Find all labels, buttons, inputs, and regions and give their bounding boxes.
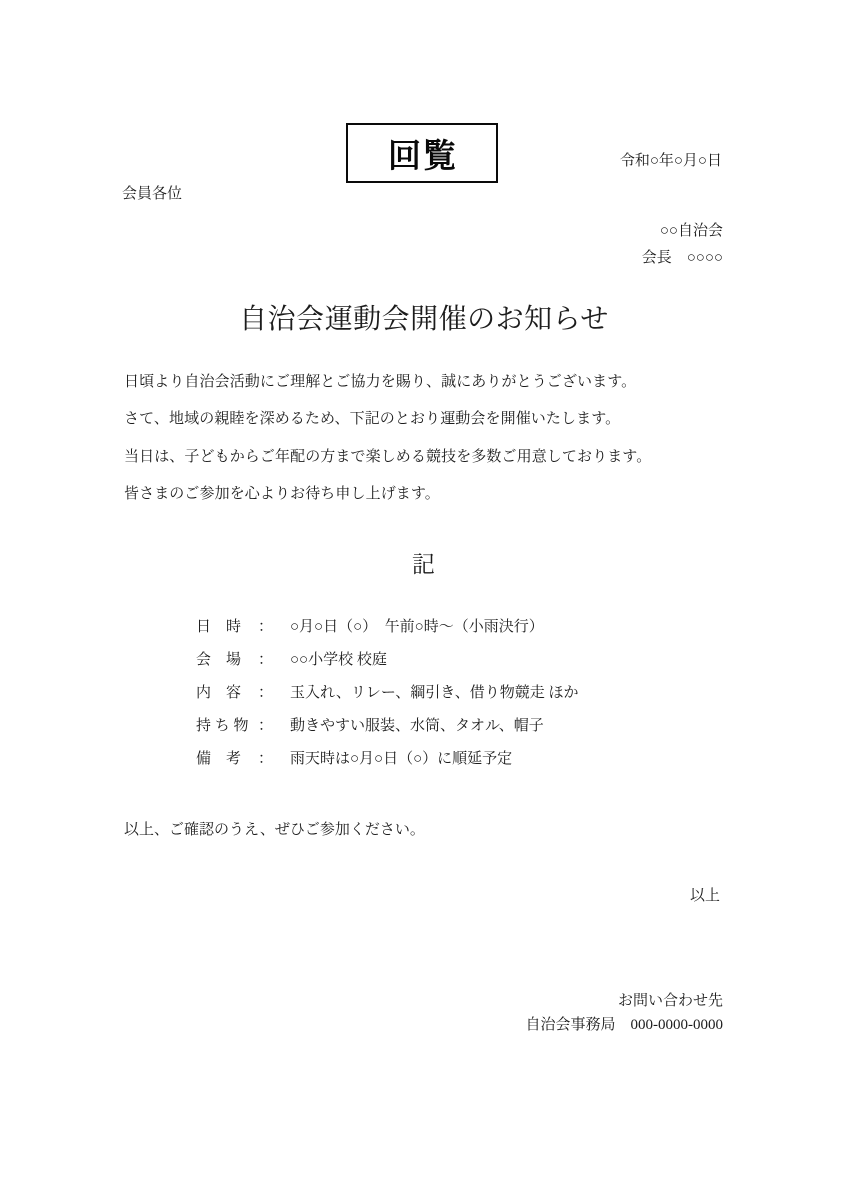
sender-block xyxy=(642,218,723,272)
detail-row-datetime xyxy=(196,611,724,644)
detail-label: 備 考 xyxy=(196,751,242,767)
detail-value: ○○小学校 校庭 xyxy=(290,652,387,668)
detail-colon: ： xyxy=(258,718,274,734)
sender-chief: 会長 ○○○○ xyxy=(641,250,723,266)
contact-block xyxy=(526,989,724,1037)
detail-label: 日 時 xyxy=(196,619,242,635)
detail-row-contents xyxy=(196,677,724,710)
issue-date: 令和○年○月○日 xyxy=(619,153,722,169)
closing-line: 以上、ご確認のうえ、ぜひご参加ください。 xyxy=(124,822,425,838)
record-heading: 記 xyxy=(412,552,436,577)
detail-label: 内 容 xyxy=(196,685,242,701)
closing-right-ijou: 以上 xyxy=(689,888,720,904)
body-paragraph-2: さて、地域の親睦を深めるため、下記のとおり運動会を開催いたします。 xyxy=(124,411,621,428)
detail-value: ○月○日（○） 午前○時～（小雨決行） xyxy=(290,619,544,635)
details-list xyxy=(196,611,724,776)
detail-label: 持 ち 物 xyxy=(196,718,249,734)
contact-line: 自治会事務局 000-0000-0000 xyxy=(525,1017,723,1033)
body-paragraph-4: 皆さまのご参加を心よりお待ち申し上げます。 xyxy=(124,486,440,503)
detail-label: 会 場 xyxy=(196,652,242,668)
detail-colon: ： xyxy=(258,619,274,635)
detail-value: 雨天時は○月○日（○）に順延予定 xyxy=(290,751,513,767)
detail-row-venue xyxy=(196,644,724,677)
detail-colon: ： xyxy=(258,751,274,767)
detail-value: 玉入れ、リレー、綱引き、借り物競走 ほか xyxy=(290,685,579,701)
contact-heading: お問い合わせ先 xyxy=(617,993,723,1009)
kairan-stamp-box xyxy=(346,123,498,183)
detail-colon: ： xyxy=(258,685,274,701)
body-paragraph-3: 当日は、子どもからご年配の方まで楽しめる競技を多数ご用意しております。 xyxy=(124,448,652,465)
sender-org: ○○自治会 xyxy=(659,223,723,239)
kairan-stamp-label: 回覧 xyxy=(388,136,458,174)
detail-value: 動きやすい服装、水筒、タオル、帽子 xyxy=(290,718,544,734)
body-paragraphs xyxy=(124,364,724,514)
detail-row-remarks xyxy=(196,743,724,776)
document-title: 自治会運動会開催のお知らせ xyxy=(239,304,609,335)
body-paragraph-1: 日頃より自治会活動にご理解とご協力を賜り、誠にありがとうございます。 xyxy=(124,374,637,390)
recipient-line: 会員各位 xyxy=(122,186,183,202)
detail-row-belongings xyxy=(196,710,724,743)
detail-colon: ： xyxy=(258,652,274,668)
